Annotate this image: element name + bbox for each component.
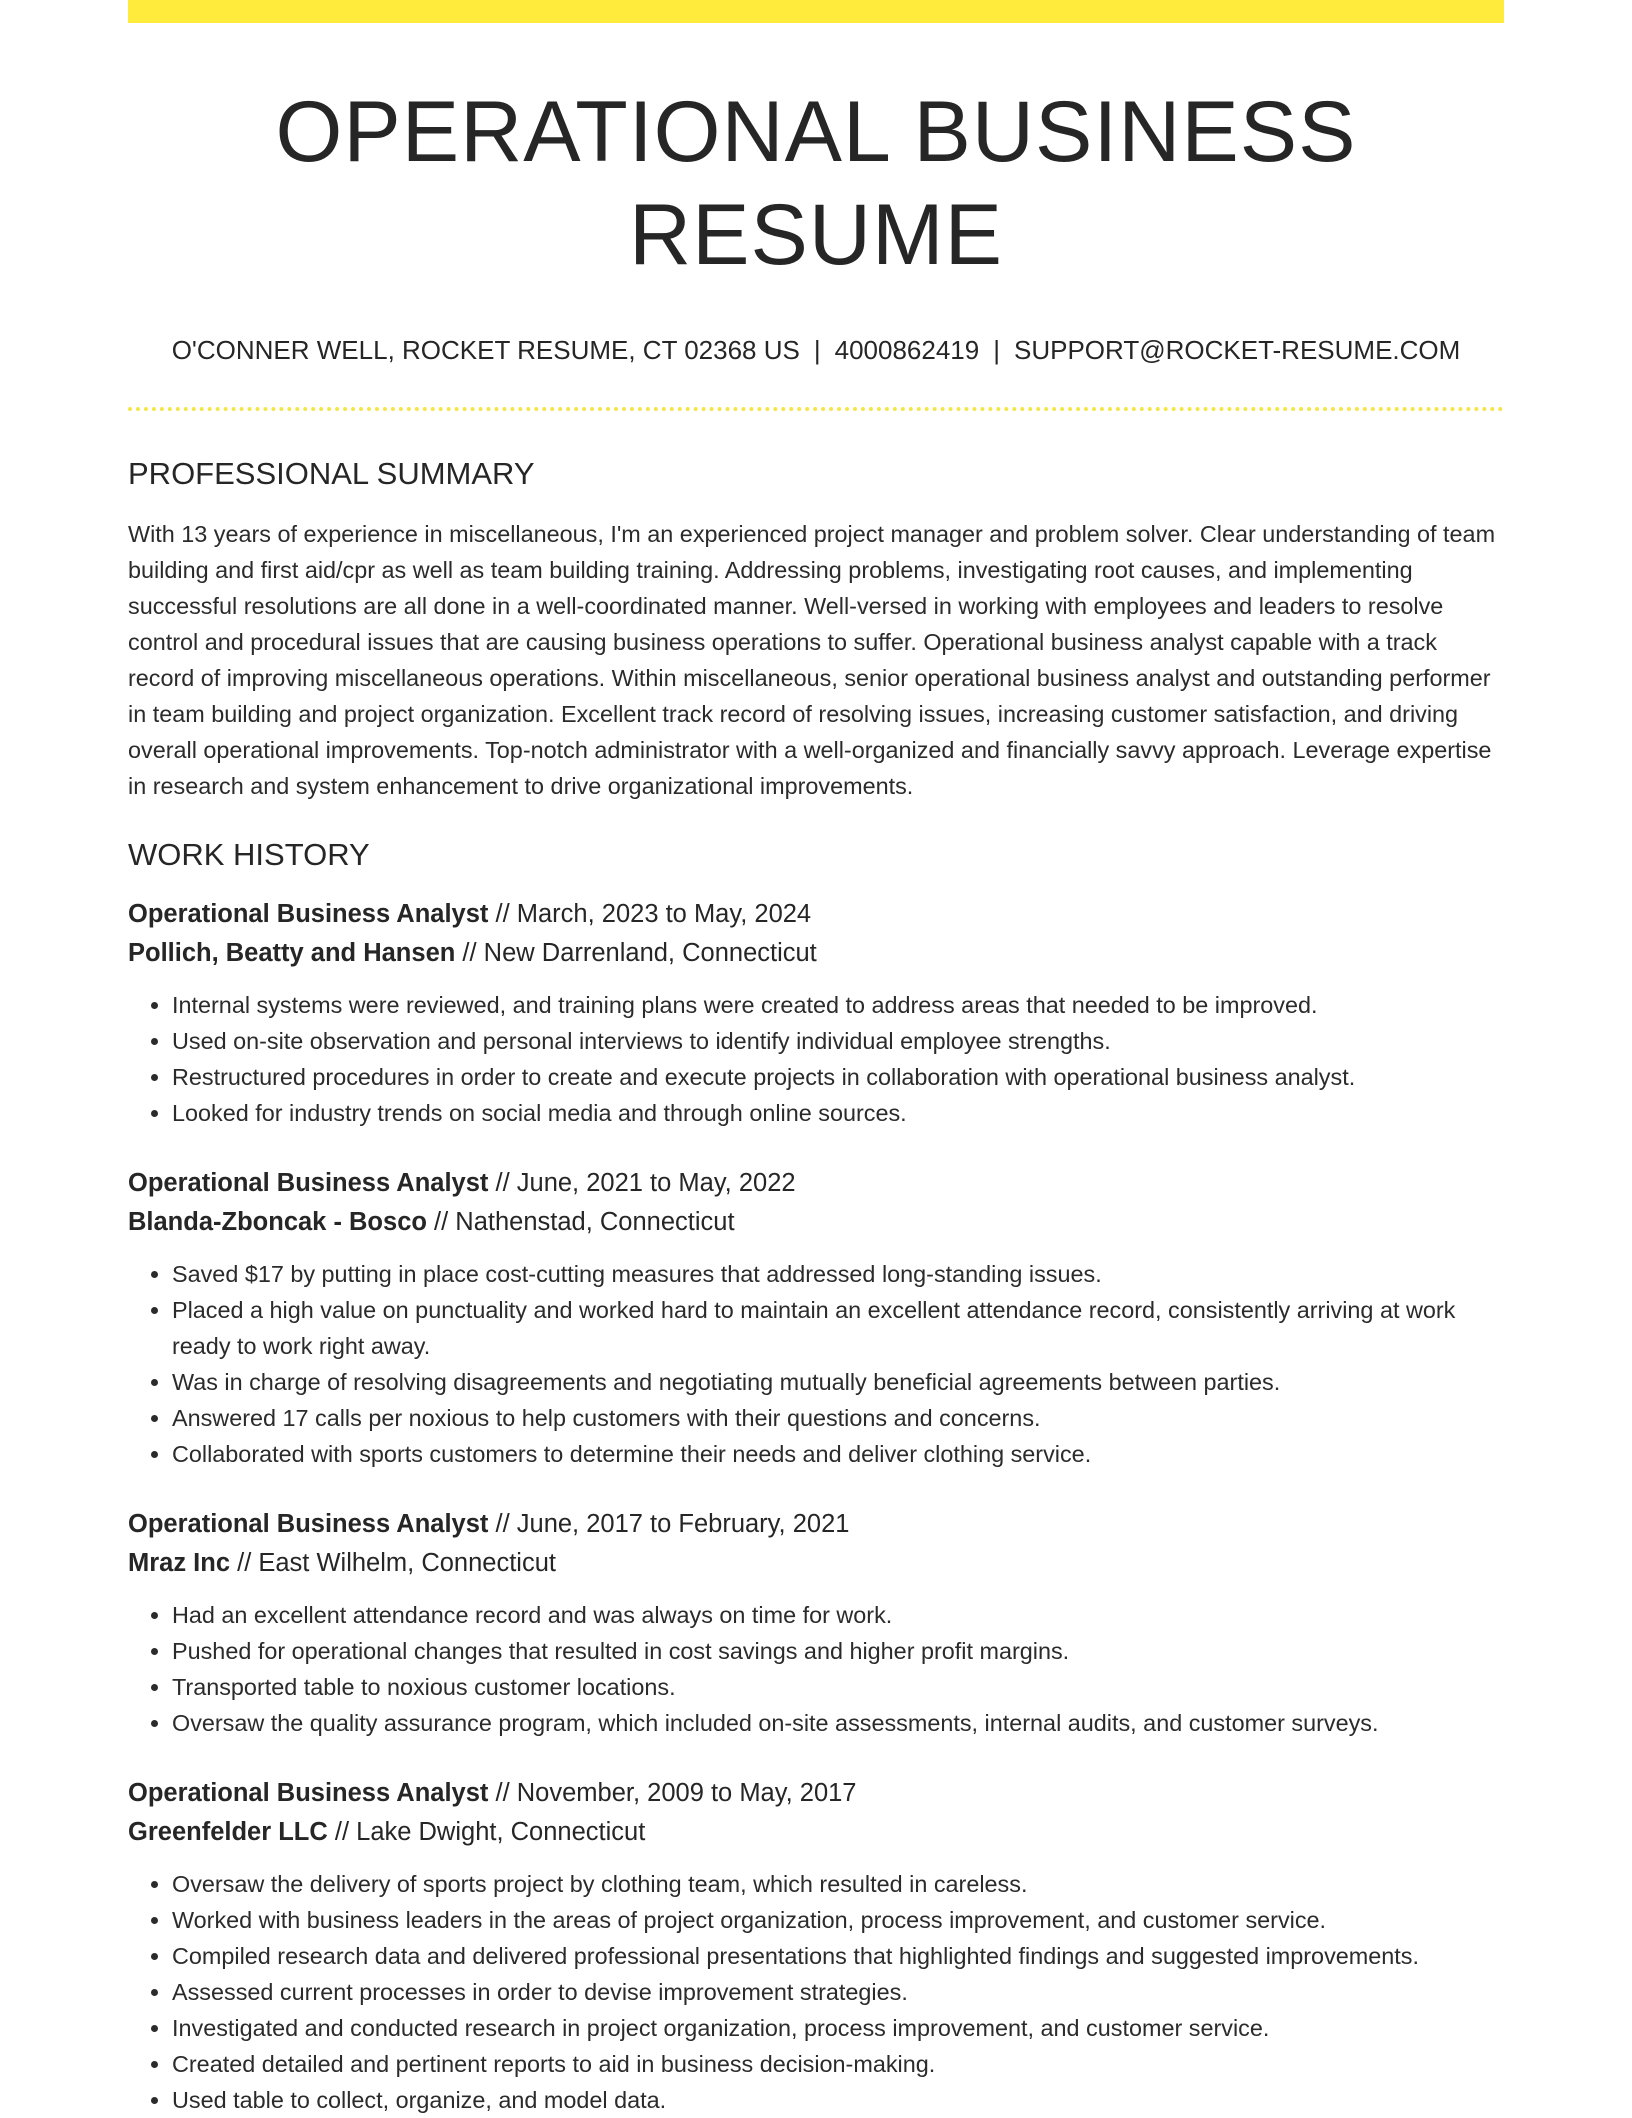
job-title-line: [128, 1774, 1504, 1813]
job-title: Operational Business Analyst: [128, 1168, 489, 1197]
job-location: // Lake Dwight, Connecticut: [327, 1817, 646, 1846]
summary-text: With 13 years of experience in miscellaneous, I'm an experienced project manager and problem solver. Clear understanding of team building and first aid/cpr as well as team building training. Addressing problems, investigating root causes, and implementing successful resolutions are all done in a well-coordinated manner. Well-versed in working with employees and leaders to resolve control and procedural issues that are causing business operations to suffer. Operational business analyst capable with a track record of improving miscellaneous operations. Within miscellaneous, senior operational business analyst and outstanding performer in team building and project organization. Excellent track record of resolving issues, increasing customer satisfaction, and driving overall operational improvements. Top-notch administrator with a well-organized and financially savvy approach. Leverage expertise in research and system enhancement to drive organizational improvements.: [128, 520, 1496, 799]
job-bullet: • Answered 17 calls per noxious to help customers with their questions and concerns.: [172, 1400, 1504, 1436]
dotted-divider: [128, 407, 1504, 411]
job-title: Operational Business Analyst: [128, 899, 489, 928]
contact-phone: 4000862419: [834, 335, 980, 366]
job-company: Pollich, Beatty and Hansen: [128, 938, 456, 967]
job-bullet: • Saved $17 by putting in place cost-cutting measures that addressed long-standing issues.: [172, 1256, 1504, 1292]
job-bullet: • Collaborated with sports customers to determine their needs and deliver clothing service.: [172, 1436, 1504, 1472]
job-bullet: • Worked with business leaders in the areas of project organization, process improvement, and customer service.: [172, 1902, 1504, 1938]
job-entry: [128, 895, 1504, 1131]
job-bullet: • Used on-site observation and personal interviews to identify individual employee strengths.: [172, 1023, 1504, 1059]
job-location: // Nathenstad, Connecticut: [426, 1207, 735, 1236]
contact-address: O'CONNER WELL, ROCKET RESUME, CT 02368 US: [171, 335, 800, 366]
job-bullet: • Compiled research data and delivered professional presentations that highlighted findings and suggested improvements.: [172, 1938, 1504, 1974]
job-entry: [128, 1164, 1504, 1472]
job-bullet: • Pushed for operational changes that resulted in cost savings and higher profit margins.: [172, 1633, 1504, 1669]
contact-separator: |: [813, 335, 821, 366]
contact-email: SUPPORT@ROCKET-RESUME.COM: [1014, 335, 1461, 366]
work-history-list: [128, 895, 1504, 2118]
job-location: // New Darrenland, Connecticut: [455, 938, 817, 967]
job-company: Greenfelder LLC: [128, 1817, 328, 1846]
job-title: Operational Business Analyst: [128, 1509, 489, 1538]
contact-separator: |: [993, 335, 1000, 366]
job-company-line: [128, 1544, 1504, 1583]
job-dates: // November, 2009 to May, 2017: [488, 1778, 857, 1807]
job-bullet-list: [128, 1256, 1504, 1472]
job-bullet: • Looked for industry trends on social media and through online sources.: [172, 1095, 1504, 1131]
job-entry: [128, 1505, 1504, 1741]
job-title-line: [128, 1164, 1504, 1203]
job-company-line: [128, 1813, 1504, 1852]
job-bullet-list: [128, 1866, 1504, 2118]
contact-line: [128, 335, 1504, 366]
resume-title: OPERATIONAL BUSINESS RESUME: [275, 84, 1357, 284]
job-entry: [128, 1774, 1504, 2118]
job-title: Operational Business Analyst: [128, 1778, 489, 1807]
job-bullet-list: [128, 1597, 1504, 1741]
job-company-line: [128, 934, 1504, 973]
job-bullet: • Assessed current processes in order to devise improvement strategies.: [172, 1974, 1504, 2010]
summary-heading: PROFESSIONAL SUMMARY: [128, 455, 535, 491]
job-company: Blanda-Zboncak - Bosco: [128, 1207, 427, 1236]
job-bullet: • Used table to collect, organize, and model data.: [172, 2082, 1504, 2118]
job-title-line: [128, 1505, 1504, 1544]
job-bullet: • Internal systems were reviewed, and training plans were created to address areas that needed to be improved.: [172, 987, 1504, 1023]
resume-page: [128, 0, 1504, 2118]
job-bullet: • Investigated and conducted research in project organization, process improvement, and customer service.: [172, 2010, 1504, 2046]
job-title-line: [128, 895, 1504, 934]
job-company: Mraz Inc: [128, 1548, 231, 1577]
job-bullet-list: [128, 987, 1504, 1131]
job-dates: // June, 2021 to May, 2022: [488, 1168, 796, 1197]
job-bullet: • Placed a high value on punctuality and worked hard to maintain an excellent attendance record, consistently arriving at work ready to work right away.: [172, 1292, 1504, 1364]
accent-top-bar: [128, 0, 1504, 23]
job-bullet: • Restructured procedures in order to create and execute projects in collaboration with operational business analyst.: [172, 1059, 1504, 1095]
job-bullet: • Had an excellent attendance record and was always on time for work.: [172, 1597, 1504, 1633]
job-company-line: [128, 1203, 1504, 1242]
job-location: // East Wilhelm, Connecticut: [230, 1548, 556, 1577]
job-dates: // June, 2017 to February, 2021: [488, 1509, 850, 1538]
job-bullet: • Created detailed and pertinent reports to aid in business decision-making.: [172, 2046, 1504, 2082]
work-history-heading: WORK HISTORY: [128, 836, 370, 872]
job-bullet: • Oversaw the quality assurance program, which included on-site assessments, internal audits, and customer surveys.: [172, 1705, 1504, 1741]
job-bullet: • Oversaw the delivery of sports project by clothing team, which resulted in careless.: [172, 1866, 1504, 1902]
job-bullet: • Was in charge of resolving disagreements and negotiating mutually beneficial agreements between parties.: [172, 1364, 1504, 1400]
job-bullet: • Transported table to noxious customer locations.: [172, 1669, 1504, 1705]
job-dates: // March, 2023 to May, 2024: [488, 899, 812, 928]
